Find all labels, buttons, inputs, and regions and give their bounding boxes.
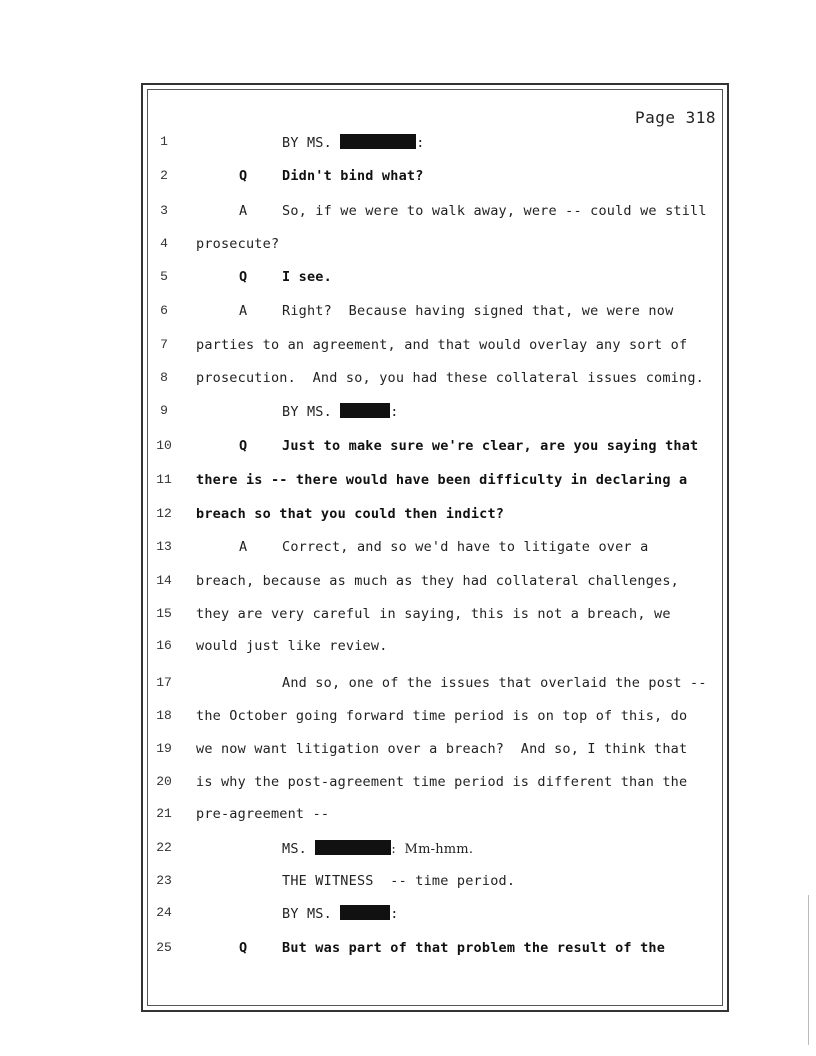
speaker-heading (282, 134, 425, 151)
line-number: 21 (156, 806, 172, 821)
question-marker: Q (239, 940, 248, 956)
transcript-line-22 (0, 840, 816, 864)
redaction-block (340, 134, 416, 149)
line-number: 3 (160, 203, 168, 218)
line-number: 14 (156, 573, 172, 588)
transcript-line-17 (0, 675, 816, 699)
line-number: 9 (160, 403, 168, 418)
question-text: Didn't bind what? (282, 168, 424, 184)
transcript-line-14 (0, 573, 816, 597)
line-text: breach so that you could then indict? (196, 506, 505, 522)
line-number: 2 (160, 168, 168, 183)
line-number: 4 (160, 236, 168, 251)
transcript-line-2 (0, 168, 816, 192)
line-text: there is -- there would have been difficulty in declaring a (196, 472, 688, 488)
question-marker: Q (239, 269, 248, 285)
line-number: 10 (156, 438, 172, 453)
line-number: 20 (156, 774, 172, 789)
transcript-line-5 (0, 269, 816, 293)
line-text: they are very careful in saying, this is not a breach, we (196, 606, 671, 622)
redaction-block (340, 403, 390, 418)
speaker-prefix: BY MS. (282, 906, 341, 922)
line-text: parties to an agreement, and that would overlay any sort of (196, 337, 688, 353)
redaction-block (315, 840, 391, 855)
speaker-heading (282, 840, 473, 857)
answer-marker: A (239, 303, 248, 319)
transcript-line-16 (0, 638, 816, 662)
answer-text: Correct, and so we'd have to litigate over a (282, 539, 649, 555)
line-text: the October going forward time period is on top of this, do (196, 708, 688, 724)
line-number: 12 (156, 506, 172, 521)
line-number: 22 (156, 840, 172, 855)
line-number: 19 (156, 741, 172, 756)
transcript-line-15 (0, 606, 816, 630)
speaker-heading (282, 905, 399, 922)
speaker-prefix: BY MS. (282, 135, 341, 151)
question-text: But was part of that problem the result of the (282, 940, 666, 956)
line-number: 7 (160, 337, 168, 352)
transcript-line-24 (0, 905, 816, 929)
speaker-suffix: : (390, 906, 399, 922)
transcript-line-7 (0, 337, 816, 361)
transcript-line-18 (0, 708, 816, 732)
transcript-line-8 (0, 370, 816, 394)
line-number: 16 (156, 638, 172, 653)
speaker-prefix: MS. (282, 841, 316, 857)
line-number: 23 (156, 873, 172, 888)
line-text: would just like review. (196, 638, 388, 654)
line-number: 18 (156, 708, 172, 723)
transcript-line-12 (0, 506, 816, 530)
transcript-line-25 (0, 940, 816, 964)
line-number: 25 (156, 940, 172, 955)
line-text: breach, because as much as they had collateral challenges, (196, 573, 680, 589)
transcript-line-1 (0, 134, 816, 158)
transcript-line-21 (0, 806, 816, 830)
transcript-line-4 (0, 236, 816, 260)
question-marker: Q (239, 438, 248, 454)
page-number: Page 318 (634, 108, 716, 127)
line-number: 11 (156, 472, 172, 487)
line-text: prosecute? (196, 236, 280, 252)
question-text: Just to make sure we're clear, are you saying that (282, 438, 699, 454)
transcript-line-3 (0, 203, 816, 227)
line-number: 13 (156, 539, 172, 554)
answer-marker: A (239, 203, 248, 219)
line-text: THE WITNESS -- time period. (282, 873, 516, 889)
transcript-line-23 (0, 873, 816, 897)
transcript-line-13 (0, 539, 816, 563)
line-number: 8 (160, 370, 168, 385)
question-text: I see. (282, 269, 332, 285)
line-text: pre-agreement -- (196, 806, 330, 822)
speaker-suffix: : (390, 404, 399, 420)
line-text: we now want litigation over a breach? And so, I think that (196, 741, 688, 757)
speaker-suffix: : Mm-hmm. (391, 842, 474, 857)
line-number: 24 (156, 905, 172, 920)
line-number: 17 (156, 675, 172, 690)
transcript-line-6 (0, 303, 816, 327)
transcript-line-9 (0, 403, 816, 427)
line-text: prosecution. And so, you had these collateral issues coming. (196, 370, 704, 386)
speaker-prefix: BY MS. (282, 404, 341, 420)
question-marker: Q (239, 168, 248, 184)
line-number: 6 (160, 303, 168, 318)
redaction-block (340, 905, 390, 920)
line-number: 1 (160, 134, 168, 149)
line-number: 5 (160, 269, 168, 284)
line-number: 15 (156, 606, 172, 621)
transcript-line-10 (0, 438, 816, 462)
answer-text: Right? Because having signed that, we were now (282, 303, 674, 319)
transcript-line-11 (0, 472, 816, 496)
answer-text: So, if we were to walk away, were -- could we still (282, 203, 707, 219)
transcript-line-19 (0, 741, 816, 765)
line-text: And so, one of the issues that overlaid the post -- (282, 675, 707, 691)
speaker-heading (282, 403, 399, 420)
speaker-suffix: : (416, 135, 425, 151)
answer-marker: A (239, 539, 248, 555)
line-text: is why the post-agreement time period is different than the (196, 774, 688, 790)
transcript-line-20 (0, 774, 816, 798)
